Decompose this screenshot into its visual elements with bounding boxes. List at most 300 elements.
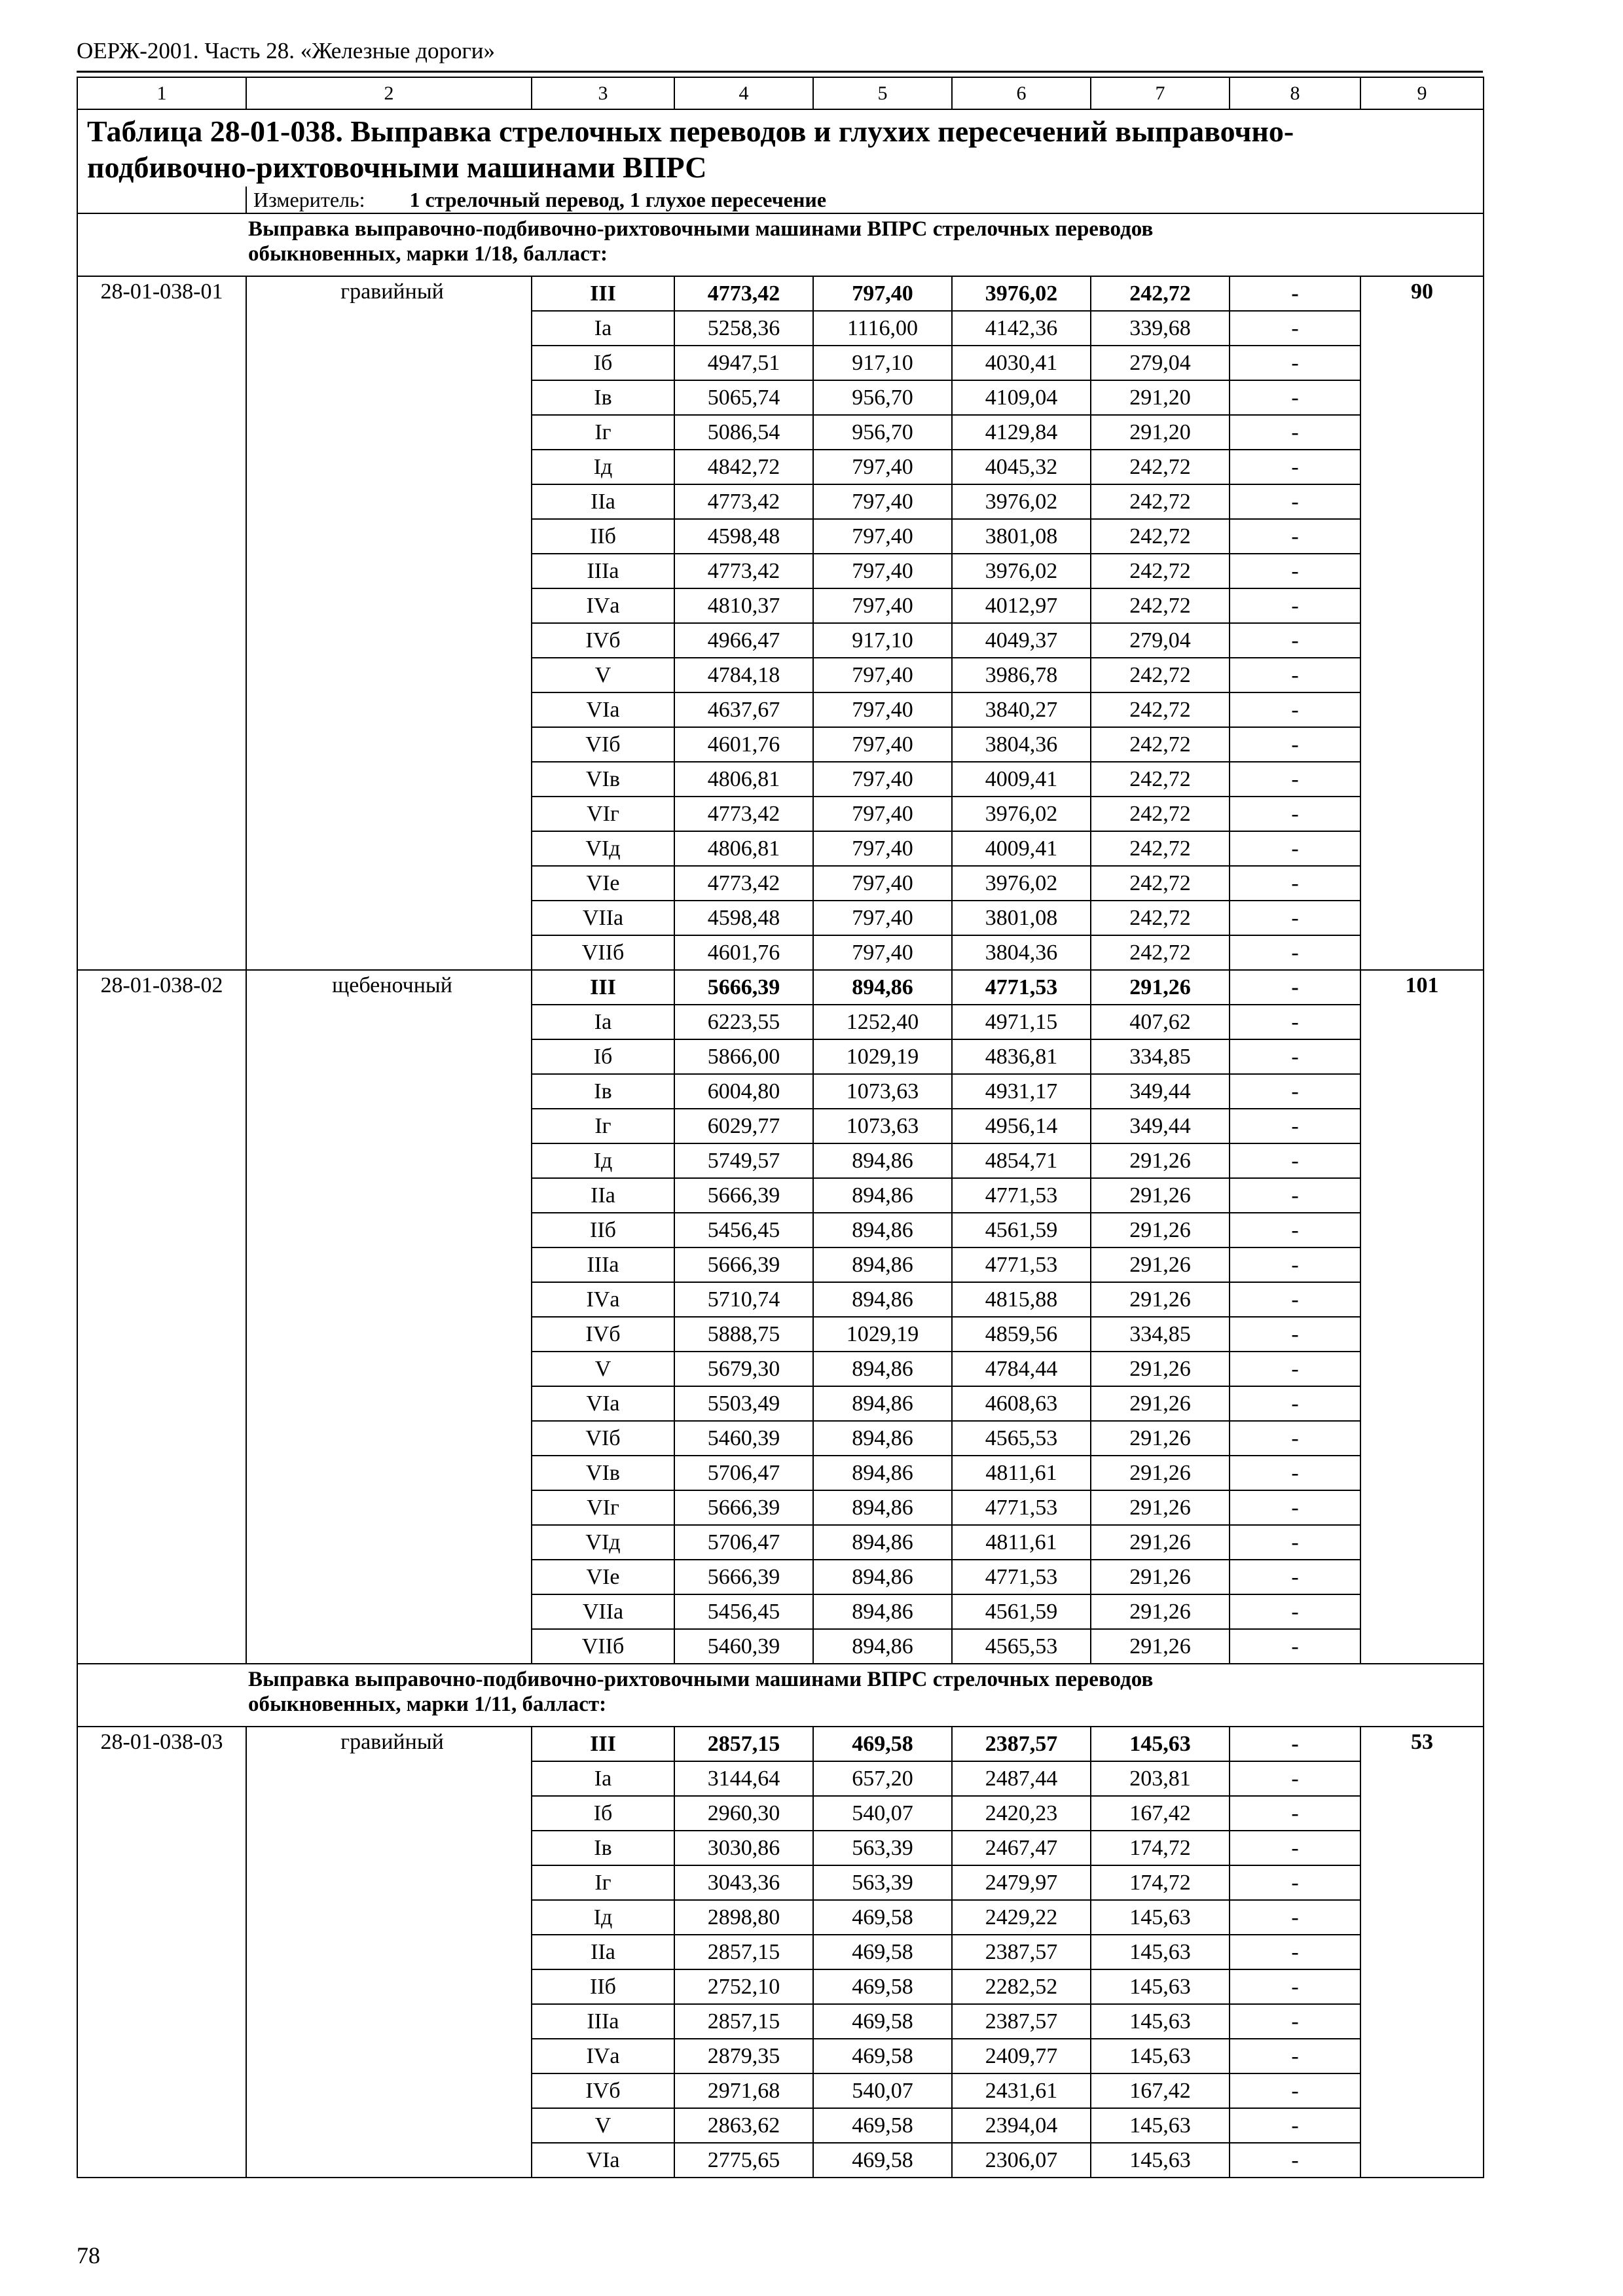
value-cell: 6004,80 (674, 1074, 813, 1109)
value-cell: - (1230, 2143, 1360, 2178)
zone-cell: Iд (532, 450, 674, 484)
value-cell: 145,63 (1091, 2004, 1230, 2039)
value-cell: 5460,39 (674, 1421, 813, 1456)
ballast-type: щебеночный (246, 970, 532, 1664)
value-cell: 145,63 (1091, 1900, 1230, 1935)
value-cell: 291,26 (1091, 1456, 1230, 1490)
value-cell: 3043,36 (674, 1865, 813, 1900)
value-cell: - (1230, 519, 1360, 554)
zone-cell: VIIа (532, 1594, 674, 1629)
value-cell: 5679,30 (674, 1352, 813, 1386)
zone-cell: Iг (532, 1109, 674, 1143)
table-title-line: Таблица 28-01-038. Выправка стрелочных переводов и глухих пересечений выправочно- (87, 115, 1294, 148)
value-cell: 5460,39 (674, 1629, 813, 1664)
zone-cell: VIа (532, 692, 674, 727)
value-cell: 4810,37 (674, 588, 813, 623)
value-cell: 174,72 (1091, 1831, 1230, 1865)
running-header: ОЕРЖ-2001. Часть 28. «Железные дороги» (77, 38, 496, 63)
value-cell: 4608,63 (952, 1386, 1091, 1421)
value-cell: 5710,74 (674, 1282, 813, 1317)
value-cell: 797,40 (813, 554, 952, 588)
value-cell: 3801,08 (952, 519, 1091, 554)
value-cell: 2409,77 (952, 2039, 1091, 2073)
value-cell: 797,40 (813, 588, 952, 623)
value-cell: - (1230, 2004, 1360, 2039)
value-cell: 242,72 (1091, 658, 1230, 692)
value-cell: 2857,15 (674, 1727, 813, 1761)
value-cell: - (1230, 1317, 1360, 1352)
value-cell: 4561,59 (952, 1213, 1091, 1247)
value-cell: 2479,97 (952, 1865, 1091, 1900)
section-heading-line: обыкновенных, марки 1/18, балласт: (248, 242, 608, 266)
value-cell: 2429,22 (952, 1900, 1091, 1935)
value-cell: 407,62 (1091, 1005, 1230, 1039)
value-cell: 145,63 (1091, 1935, 1230, 1969)
value-cell: 4971,15 (952, 1005, 1091, 1039)
value-cell: 5666,39 (674, 1247, 813, 1282)
value-cell: 1029,19 (813, 1317, 952, 1352)
value-cell: 5749,57 (674, 1143, 813, 1178)
value-cell: - (1230, 1560, 1360, 1594)
value-cell: 3976,02 (952, 484, 1091, 519)
value-cell: 6223,55 (674, 1005, 813, 1039)
value-cell: 4771,53 (952, 1560, 1091, 1594)
value-cell: - (1230, 1796, 1360, 1831)
value-cell: 291,26 (1091, 1386, 1230, 1421)
value-cell: - (1230, 1935, 1360, 1969)
value-cell: 894,86 (813, 1213, 952, 1247)
value-cell: - (1230, 1213, 1360, 1247)
value-cell: - (1230, 1525, 1360, 1560)
value-cell: 4565,53 (952, 1421, 1091, 1456)
value-cell: 3804,36 (952, 727, 1091, 762)
value-cell: - (1230, 692, 1360, 727)
value-cell: 291,20 (1091, 380, 1230, 415)
header-rule (77, 71, 1483, 73)
column-number: 1 (77, 77, 246, 109)
zone-cell: VIд (532, 1525, 674, 1560)
zone-cell: Iа (532, 311, 674, 346)
value-cell: 4811,61 (952, 1456, 1091, 1490)
value-cell: 1029,19 (813, 1039, 952, 1074)
value-cell: 797,40 (813, 692, 952, 727)
value-cell: - (1230, 1282, 1360, 1317)
value-cell: 167,42 (1091, 1796, 1230, 1831)
value-cell: 2467,47 (952, 1831, 1091, 1865)
value-cell: - (1230, 484, 1360, 519)
value-cell: 3976,02 (952, 554, 1091, 588)
value-cell: 2487,44 (952, 1761, 1091, 1796)
value-cell: 242,72 (1091, 450, 1230, 484)
value-cell: 797,40 (813, 484, 952, 519)
value-cell: - (1230, 1143, 1360, 1178)
zone-cell: IIб (532, 519, 674, 554)
value-cell: 894,86 (813, 1594, 952, 1629)
zone-cell: VIIб (532, 935, 674, 970)
value-cell: 2420,23 (952, 1796, 1091, 1831)
zone-cell: VIб (532, 727, 674, 762)
value-cell: 4966,47 (674, 623, 813, 658)
value-cell: 894,86 (813, 1560, 952, 1594)
zone-cell: V (532, 658, 674, 692)
value-cell: - (1230, 450, 1360, 484)
value-cell: 4811,61 (952, 1525, 1091, 1560)
value-cell: 894,86 (813, 970, 952, 1005)
value-cell: 2394,04 (952, 2108, 1091, 2143)
rate-code: 28-01-038-02 (77, 970, 246, 1664)
value-cell: 5888,75 (674, 1317, 813, 1352)
value-cell: 2387,57 (952, 2004, 1091, 2039)
ballast-type: гравийный (246, 1727, 532, 2178)
value-cell: 4045,32 (952, 450, 1091, 484)
section-heading-line: Выправка выправочно-подбивочно-рихтовочными машинами ВПРС стрелочных переводов (248, 217, 1154, 241)
value-cell: - (1230, 1761, 1360, 1796)
value-cell: - (1230, 1900, 1360, 1935)
measure-spacer (77, 187, 246, 213)
value-cell: 4109,04 (952, 380, 1091, 415)
zone-cell: IIIа (532, 1247, 674, 1282)
value-cell: 797,40 (813, 762, 952, 797)
value-cell: 540,07 (813, 1796, 952, 1831)
zone-cell: Iд (532, 1900, 674, 1935)
value-cell: 5503,49 (674, 1386, 813, 1421)
value-cell: 203,81 (1091, 1761, 1230, 1796)
value-cell: 563,39 (813, 1831, 952, 1865)
value-cell: 1073,63 (813, 1109, 952, 1143)
zone-cell: IVа (532, 588, 674, 623)
value-cell: 657,20 (813, 1761, 952, 1796)
value-cell: - (1230, 901, 1360, 935)
zone-cell: VIв (532, 762, 674, 797)
value-cell: 4771,53 (952, 1247, 1091, 1282)
value-cell: - (1230, 415, 1360, 450)
value-cell: 4771,53 (952, 1178, 1091, 1213)
value-cell: 5866,00 (674, 1039, 813, 1074)
value-cell: 4931,17 (952, 1074, 1091, 1109)
value-cell: 469,58 (813, 2108, 952, 2143)
zone-cell: Iв (532, 1831, 674, 1865)
value-cell: 469,58 (813, 1969, 952, 2004)
value-cell: 4806,81 (674, 831, 813, 866)
value-cell: 242,72 (1091, 484, 1230, 519)
value-cell: 2898,80 (674, 1900, 813, 1935)
value-cell: 917,10 (813, 623, 952, 658)
value-cell: 334,85 (1091, 1317, 1230, 1352)
table-row (77, 276, 1484, 311)
column-number: 4 (674, 77, 813, 109)
value-cell: 3144,64 (674, 1761, 813, 1796)
value-cell: 291,20 (1091, 415, 1230, 450)
value-cell: 2752,10 (674, 1969, 813, 2004)
value-cell: - (1230, 2073, 1360, 2108)
value-cell: 4773,42 (674, 797, 813, 831)
zone-cell: IIа (532, 484, 674, 519)
value-cell: 469,58 (813, 1727, 952, 1761)
zone-cell: IIа (532, 1178, 674, 1213)
zone-cell: VIг (532, 797, 674, 831)
column-9-value: 90 (1360, 276, 1484, 970)
value-cell: 797,40 (813, 658, 952, 692)
value-cell: 145,63 (1091, 2108, 1230, 2143)
value-cell: 4956,14 (952, 1109, 1091, 1143)
value-cell: - (1230, 1386, 1360, 1421)
zone-cell: Iв (532, 380, 674, 415)
zone-cell: Iб (532, 1796, 674, 1831)
value-cell: - (1230, 2108, 1360, 2143)
value-cell: - (1230, 1831, 1360, 1865)
value-cell: 5666,39 (674, 970, 813, 1005)
value-cell: - (1230, 1247, 1360, 1282)
value-cell: - (1230, 1109, 1360, 1143)
value-cell: 242,72 (1091, 762, 1230, 797)
zone-cell: Iб (532, 1039, 674, 1074)
value-cell: 242,72 (1091, 276, 1230, 311)
value-cell: 2863,62 (674, 2108, 813, 2143)
value-cell: 242,72 (1091, 935, 1230, 970)
value-cell: 5706,47 (674, 1525, 813, 1560)
value-cell: 5456,45 (674, 1213, 813, 1247)
value-cell: 4012,97 (952, 588, 1091, 623)
rate-code: 28-01-038-03 (77, 1727, 246, 2178)
value-cell: 145,63 (1091, 2039, 1230, 2073)
zone-cell: V (532, 1352, 674, 1386)
value-cell: 894,86 (813, 1490, 952, 1525)
measure-label: Измеритель: (253, 188, 365, 211)
value-cell: 1252,40 (813, 1005, 952, 1039)
value-cell: 4784,18 (674, 658, 813, 692)
zone-cell: VIе (532, 1560, 674, 1594)
zone-cell: III (532, 970, 674, 1005)
value-cell: - (1230, 831, 1360, 866)
section-heading-line: обыкновенных, марки 1/11, балласт: (248, 1693, 607, 1716)
value-cell: 279,04 (1091, 623, 1230, 658)
value-cell: 291,26 (1091, 1282, 1230, 1317)
section-row (77, 213, 1484, 276)
value-cell: 797,40 (813, 450, 952, 484)
value-cell: 4815,88 (952, 1282, 1091, 1317)
value-cell: 145,63 (1091, 1969, 1230, 2004)
value-cell: 5666,39 (674, 1490, 813, 1525)
value-cell: 291,26 (1091, 1560, 1230, 1594)
value-cell: 2775,65 (674, 2143, 813, 2178)
value-cell: 469,58 (813, 2004, 952, 2039)
value-cell: 3976,02 (952, 276, 1091, 311)
value-cell: 145,63 (1091, 1727, 1230, 1761)
value-cell: 797,40 (813, 276, 952, 311)
zone-cell: Iг (532, 415, 674, 450)
value-cell: 291,26 (1091, 1178, 1230, 1213)
value-cell: 3976,02 (952, 797, 1091, 831)
value-cell: 4049,37 (952, 623, 1091, 658)
value-cell: - (1230, 762, 1360, 797)
value-cell: 3804,36 (952, 935, 1091, 970)
section-heading (77, 1664, 1484, 1727)
column-number: 8 (1230, 77, 1360, 109)
value-cell: 242,72 (1091, 866, 1230, 901)
zone-cell: IIб (532, 1969, 674, 2004)
value-cell: 291,26 (1091, 1629, 1230, 1664)
measure-cell (246, 187, 1484, 213)
value-cell: 291,26 (1091, 1143, 1230, 1178)
value-cell: 469,58 (813, 2143, 952, 2178)
value-cell: - (1230, 1629, 1360, 1664)
zone-cell: V (532, 2108, 674, 2143)
value-cell: - (1230, 1421, 1360, 1456)
value-cell: 894,86 (813, 1386, 952, 1421)
column-number: 9 (1360, 77, 1484, 109)
measure-value: 1 стрелочный перевод, 1 глухое пересечение (409, 188, 827, 211)
table-title (77, 109, 1484, 187)
value-cell: 3976,02 (952, 866, 1091, 901)
zone-cell: VIIб (532, 1629, 674, 1664)
value-cell: 4598,48 (674, 901, 813, 935)
value-cell: 2857,15 (674, 1935, 813, 1969)
value-cell: 4773,42 (674, 866, 813, 901)
value-cell: 4784,44 (952, 1352, 1091, 1386)
table-title-row (77, 109, 1484, 187)
value-cell: - (1230, 346, 1360, 380)
value-cell: 797,40 (813, 831, 952, 866)
value-cell: 469,58 (813, 1900, 952, 1935)
value-cell: - (1230, 970, 1360, 1005)
value-cell: - (1230, 1352, 1360, 1386)
value-cell: 563,39 (813, 1865, 952, 1900)
value-cell: 242,72 (1091, 692, 1230, 727)
table-row (77, 970, 1484, 1005)
column-number: 5 (813, 77, 952, 109)
zone-cell: Iв (532, 1074, 674, 1109)
value-cell: 4009,41 (952, 831, 1091, 866)
value-cell: 242,72 (1091, 519, 1230, 554)
value-cell: 291,26 (1091, 1213, 1230, 1247)
value-cell: 4771,53 (952, 1490, 1091, 1525)
value-cell: 4773,42 (674, 276, 813, 311)
value-cell: 4565,53 (952, 1629, 1091, 1664)
value-cell: 4009,41 (952, 762, 1091, 797)
value-cell: - (1230, 935, 1360, 970)
zone-cell: IIIа (532, 554, 674, 588)
value-cell: 242,72 (1091, 727, 1230, 762)
value-cell: 894,86 (813, 1629, 952, 1664)
value-cell: 797,40 (813, 727, 952, 762)
value-cell: 4806,81 (674, 762, 813, 797)
value-cell: - (1230, 1005, 1360, 1039)
value-cell: - (1230, 1865, 1360, 1900)
zone-cell: VIе (532, 866, 674, 901)
value-cell: 174,72 (1091, 1865, 1230, 1900)
value-cell: 4637,67 (674, 692, 813, 727)
value-cell: 4601,76 (674, 935, 813, 970)
zone-cell: IIб (532, 1213, 674, 1247)
value-cell: 3986,78 (952, 658, 1091, 692)
zone-cell: IVа (532, 2039, 674, 2073)
value-cell: 956,70 (813, 380, 952, 415)
value-cell: 291,26 (1091, 970, 1230, 1005)
value-cell: 349,44 (1091, 1074, 1230, 1109)
zone-cell: Iа (532, 1761, 674, 1796)
value-cell: 4836,81 (952, 1039, 1091, 1074)
value-cell: 894,86 (813, 1352, 952, 1386)
value-cell: 242,72 (1091, 901, 1230, 935)
measure-row (77, 187, 1484, 213)
value-cell: 242,72 (1091, 554, 1230, 588)
section-row (77, 1664, 1484, 1727)
rate-code: 28-01-038-01 (77, 276, 246, 970)
value-cell: 4859,56 (952, 1317, 1091, 1352)
value-cell: 4598,48 (674, 519, 813, 554)
value-cell: 894,86 (813, 1456, 952, 1490)
table-title-line: подбивочно-рихтовочными машинами ВПРС (87, 151, 707, 184)
value-cell: 4561,59 (952, 1594, 1091, 1629)
zone-cell: Iа (532, 1005, 674, 1039)
value-cell: 291,26 (1091, 1490, 1230, 1525)
value-cell: 797,40 (813, 935, 952, 970)
value-cell: - (1230, 588, 1360, 623)
value-cell: 2971,68 (674, 2073, 813, 2108)
ballast-type: гравийный (246, 276, 532, 970)
value-cell: 4129,84 (952, 415, 1091, 450)
value-cell: 894,86 (813, 1247, 952, 1282)
zone-cell: IVб (532, 2073, 674, 2108)
value-cell: - (1230, 1727, 1360, 1761)
zone-cell: VIIа (532, 901, 674, 935)
value-cell: 5456,45 (674, 1594, 813, 1629)
value-cell: 279,04 (1091, 346, 1230, 380)
column-number: 6 (952, 77, 1091, 109)
zone-cell: III (532, 276, 674, 311)
value-cell: - (1230, 276, 1360, 311)
value-cell: 291,26 (1091, 1421, 1230, 1456)
value-cell: 291,26 (1091, 1352, 1230, 1386)
value-cell: 242,72 (1091, 588, 1230, 623)
value-cell: 5706,47 (674, 1456, 813, 1490)
value-cell: - (1230, 1594, 1360, 1629)
value-cell: 894,86 (813, 1421, 952, 1456)
column-number: 7 (1091, 77, 1230, 109)
value-cell: 334,85 (1091, 1039, 1230, 1074)
value-cell: 291,26 (1091, 1594, 1230, 1629)
value-cell: - (1230, 623, 1360, 658)
column-number: 2 (246, 77, 532, 109)
value-cell: 4030,41 (952, 346, 1091, 380)
value-cell: 349,44 (1091, 1109, 1230, 1143)
value-cell: 3840,27 (952, 692, 1091, 727)
table-row (77, 1727, 1484, 1761)
value-cell: 894,86 (813, 1525, 952, 1560)
value-cell: - (1230, 1039, 1360, 1074)
value-cell: 4142,36 (952, 311, 1091, 346)
value-cell: 2387,57 (952, 1727, 1091, 1761)
section-heading-line: Выправка выправочно-подбивочно-рихтовочными машинами ВПРС стрелочных переводов (248, 1668, 1154, 1691)
value-cell: 2387,57 (952, 1935, 1091, 1969)
zone-cell: IIIа (532, 2004, 674, 2039)
value-cell: - (1230, 1178, 1360, 1213)
value-cell: 469,58 (813, 1935, 952, 1969)
value-cell: - (1230, 658, 1360, 692)
value-cell: 291,26 (1091, 1525, 1230, 1560)
value-cell: 797,40 (813, 866, 952, 901)
value-cell: 291,26 (1091, 1247, 1230, 1282)
value-cell: - (1230, 311, 1360, 346)
value-cell: 894,86 (813, 1178, 952, 1213)
value-cell: 4773,42 (674, 484, 813, 519)
value-cell: - (1230, 2039, 1360, 2073)
zone-cell: Iд (532, 1143, 674, 1178)
value-cell: 4773,42 (674, 554, 813, 588)
zone-cell: VIб (532, 1421, 674, 1456)
zone-cell: VIг (532, 1490, 674, 1525)
value-cell: 5065,74 (674, 380, 813, 415)
